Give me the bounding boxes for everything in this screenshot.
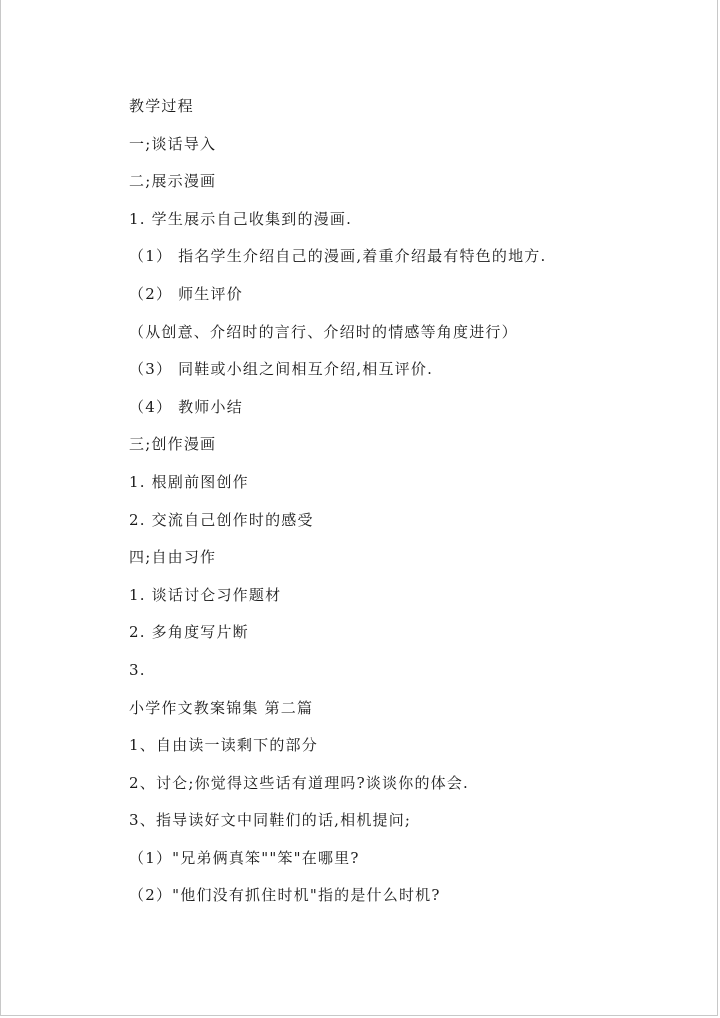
list-item: 1. 学生展示自己收集到的漫画.: [129, 209, 353, 228]
list-item: 1. 根剧前图创作: [129, 472, 249, 491]
list-item: 2. 多角度写片断: [129, 623, 249, 642]
list-item: 3.: [129, 660, 146, 679]
list-item: 3、指导读好文中同鞋们的话,相机提问;: [129, 811, 412, 830]
section-3-heading: 三;创作漫画: [129, 435, 217, 454]
sub-list-item: （1）"兄弟俩真笨""笨"在哪里?: [129, 848, 360, 867]
sub-list-item: （3） 同鞋或小组之间相互介绍,相互评价.: [129, 360, 434, 379]
sub-list-item: （2） 师生评价: [129, 284, 243, 303]
list-item: 1. 谈话讨仑习作题材: [129, 585, 282, 604]
list-item: 2. 交流自己创作时的感受: [129, 510, 314, 529]
section-2-heading: 二;展示漫画: [129, 172, 217, 191]
list-item: 1、自由读一读剩下的部分: [129, 736, 318, 755]
section-1-heading: 一;谈话导入: [129, 134, 217, 153]
sub-list-item: （4） 教师小结: [129, 397, 243, 416]
parenthetical-note: （从创意、介绍时的言行、介绍时的情感等角度进行）: [129, 322, 518, 341]
list-item: 2、讨仑;你觉得这些话有道理吗?谈谈你的体会.: [129, 773, 470, 792]
second-article-title: 小学作文教案锦集 第二篇: [129, 698, 314, 717]
sub-list-item: （2）"他们没有抓住时机"指的是什么时机?: [129, 886, 441, 905]
section-4-heading: 四;自由习作: [129, 548, 217, 567]
section-heading-teaching-process: 教学过程: [129, 97, 194, 115]
sub-list-item: （1） 指名学生介绍自己的漫画,着重介绍最有特色的地方.: [129, 247, 547, 266]
document-body: [129, 95, 689, 922]
